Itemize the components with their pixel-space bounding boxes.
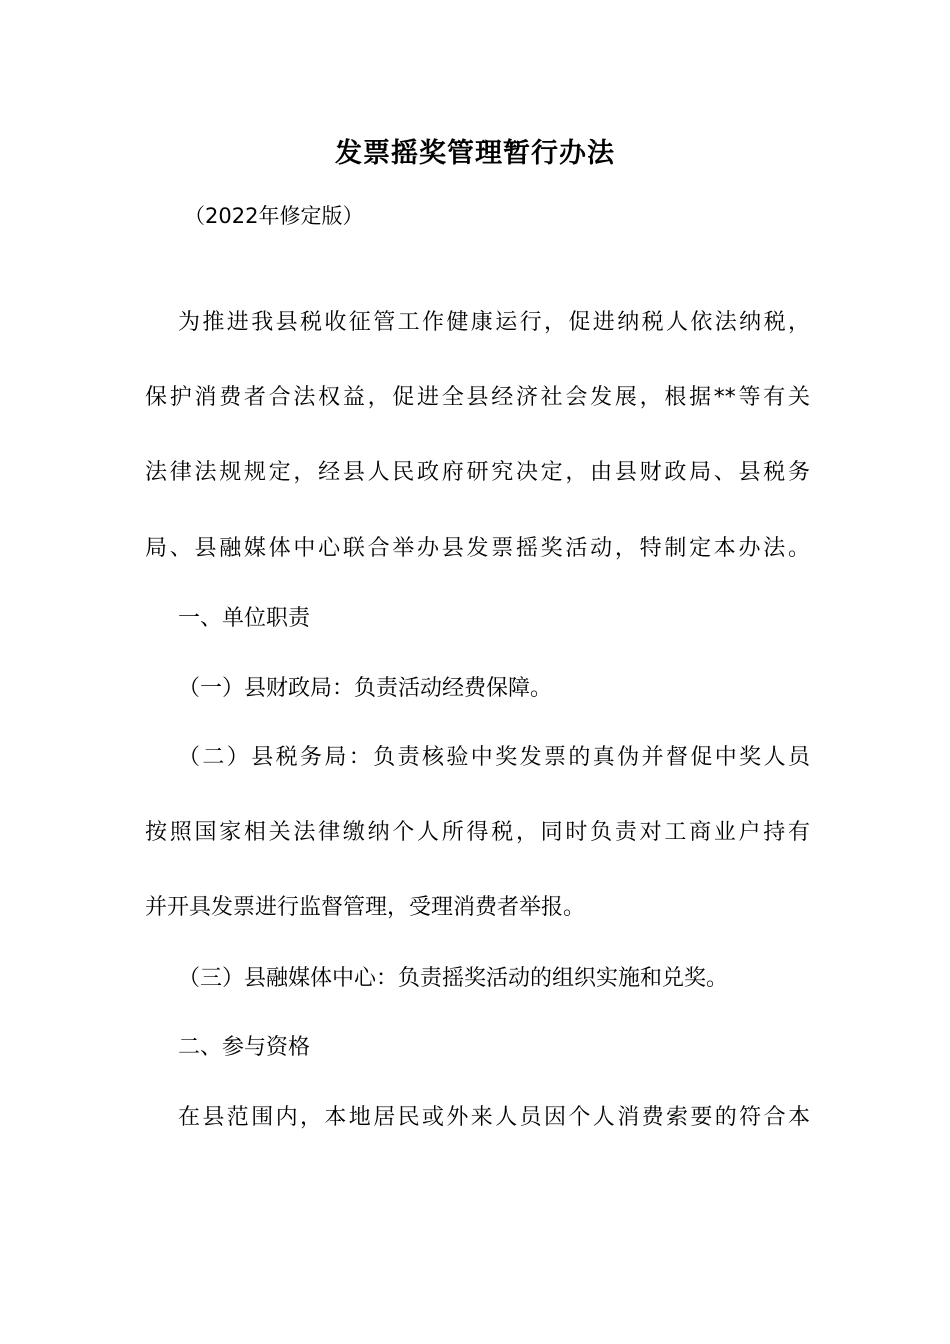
intro-line-3: 法律法规规定，经县人民政府研究决定，由县财政局、县税务 [145,460,810,485]
document-subtitle: （2022年修定版） [184,204,364,228]
intro-line-1: 为推进我县税收征管工作健康运行，促进纳税人依法纳税， [178,310,810,335]
duty-item-tax-line-1: （二）县税务局：负责核验中奖发票的真伪并督促中奖人员 [178,745,810,770]
intro-line-2: 保护消费者合法权益，促进全县经济社会发展，根据**等有关 [145,385,810,410]
document-title: 发票摇奖管理暂行办法 [335,138,615,169]
section-heading-duties: 一、单位职责 [178,606,311,631]
eligibility-line-1: 在县范围内，本地居民或外来人员因个人消费索要的符合本 [178,1105,810,1130]
duty-item-tax-line-3: 并开具发票进行监督管理，受理消费者举报。 [145,895,586,920]
duty-item-finance: （一）县财政局：负责活动经费保障。 [178,676,553,701]
section-heading-eligibility: 二、参与资格 [178,1035,311,1060]
intro-line-4: 局、县融媒体中心联合举办县发票摇奖活动，特制定本办法。 [145,536,810,561]
duty-item-media: （三）县融媒体中心：负责摇奖活动的组织实施和兑奖。 [178,966,729,991]
duty-item-tax-line-2: 按照国家相关法律缴纳个人所得税，同时负责对工商业户持有 [145,820,810,845]
